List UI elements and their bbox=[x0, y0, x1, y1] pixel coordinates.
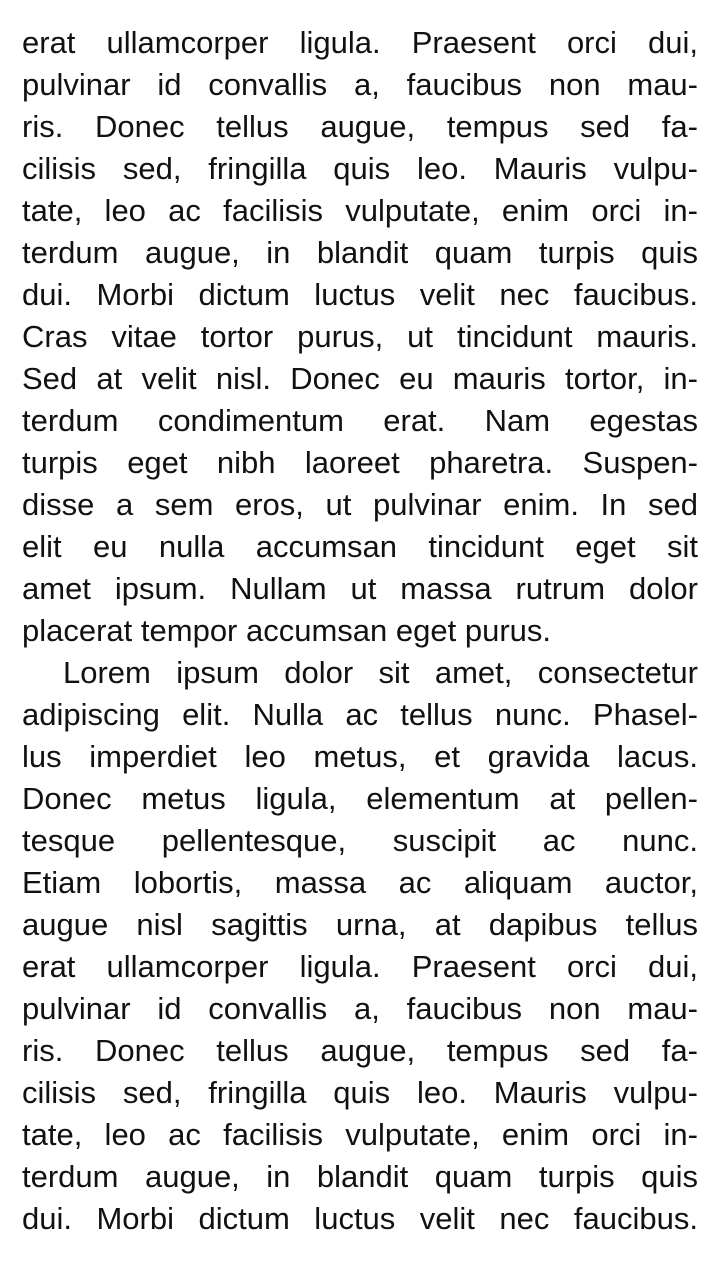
text-line: tate, leo ac facilisis vulputate, enim orci in- bbox=[22, 1117, 698, 1152]
page-text-body bbox=[22, 22, 698, 1240]
text-line: pulvinar id convallis a, faucibus non mau- bbox=[22, 67, 698, 102]
text-line: turpis eget nibh laoreet pharetra. Suspen- bbox=[22, 445, 698, 480]
text-line: cilisis sed, fringilla quis leo. Mauris vulpu- bbox=[22, 1075, 698, 1110]
text-line: terdum condimentum erat. Nam egestas bbox=[22, 403, 698, 438]
text-line: ris. Donec tellus augue, tempus sed fa- bbox=[22, 1033, 698, 1068]
text-line: ris. Donec tellus augue, tempus sed fa- bbox=[22, 109, 698, 144]
text-line: adipiscing elit. Nulla ac tellus nunc. Phasel- bbox=[22, 697, 698, 732]
text-line: erat ullamcorper ligula. Praesent orci dui, bbox=[22, 949, 698, 984]
text-line: terdum augue, in blandit quam turpis quis bbox=[22, 1159, 698, 1194]
text-line: Etiam lobortis, massa ac aliquam auctor, bbox=[22, 865, 698, 900]
text-line: cilisis sed, fringilla quis leo. Mauris vulpu- bbox=[22, 151, 698, 186]
text-line: tesque pellentesque, suscipit ac nunc. bbox=[22, 823, 698, 858]
text-line: amet ipsum. Nullam ut massa rutrum dolor bbox=[22, 571, 698, 606]
text-line: Sed at velit nisl. Donec eu mauris tortor, in- bbox=[22, 361, 698, 396]
text-line: Cras vitae tortor purus, ut tincidunt mauris. bbox=[22, 319, 698, 354]
text-line: augue nisl sagittis urna, at dapibus tellus bbox=[22, 907, 698, 942]
text-line: lus imperdiet leo metus, et gravida lacus. bbox=[22, 739, 698, 774]
text-line: placerat tempor accumsan eget purus. bbox=[22, 613, 551, 648]
text-line: dui. Morbi dictum luctus velit nec faucibus. bbox=[22, 277, 698, 312]
text-line: erat ullamcorper ligula. Praesent orci dui, bbox=[22, 25, 698, 60]
text-line: disse a sem eros, ut pulvinar enim. In sed bbox=[22, 487, 698, 522]
text-line: dui. Morbi dictum luctus velit nec faucibus. bbox=[22, 1201, 698, 1236]
text-line: pulvinar id convallis a, faucibus non mau- bbox=[22, 991, 698, 1026]
paragraph-first-line: Lorem ipsum dolor sit amet, consectetur bbox=[63, 655, 698, 690]
text-line: tate, leo ac facilisis vulputate, enim orci in- bbox=[22, 193, 698, 228]
text-line: terdum augue, in blandit quam turpis quis bbox=[22, 235, 698, 270]
text-line: elit eu nulla accumsan tincidunt eget sit bbox=[22, 529, 698, 564]
text-line: Donec metus ligula, elementum at pellen- bbox=[22, 781, 698, 816]
